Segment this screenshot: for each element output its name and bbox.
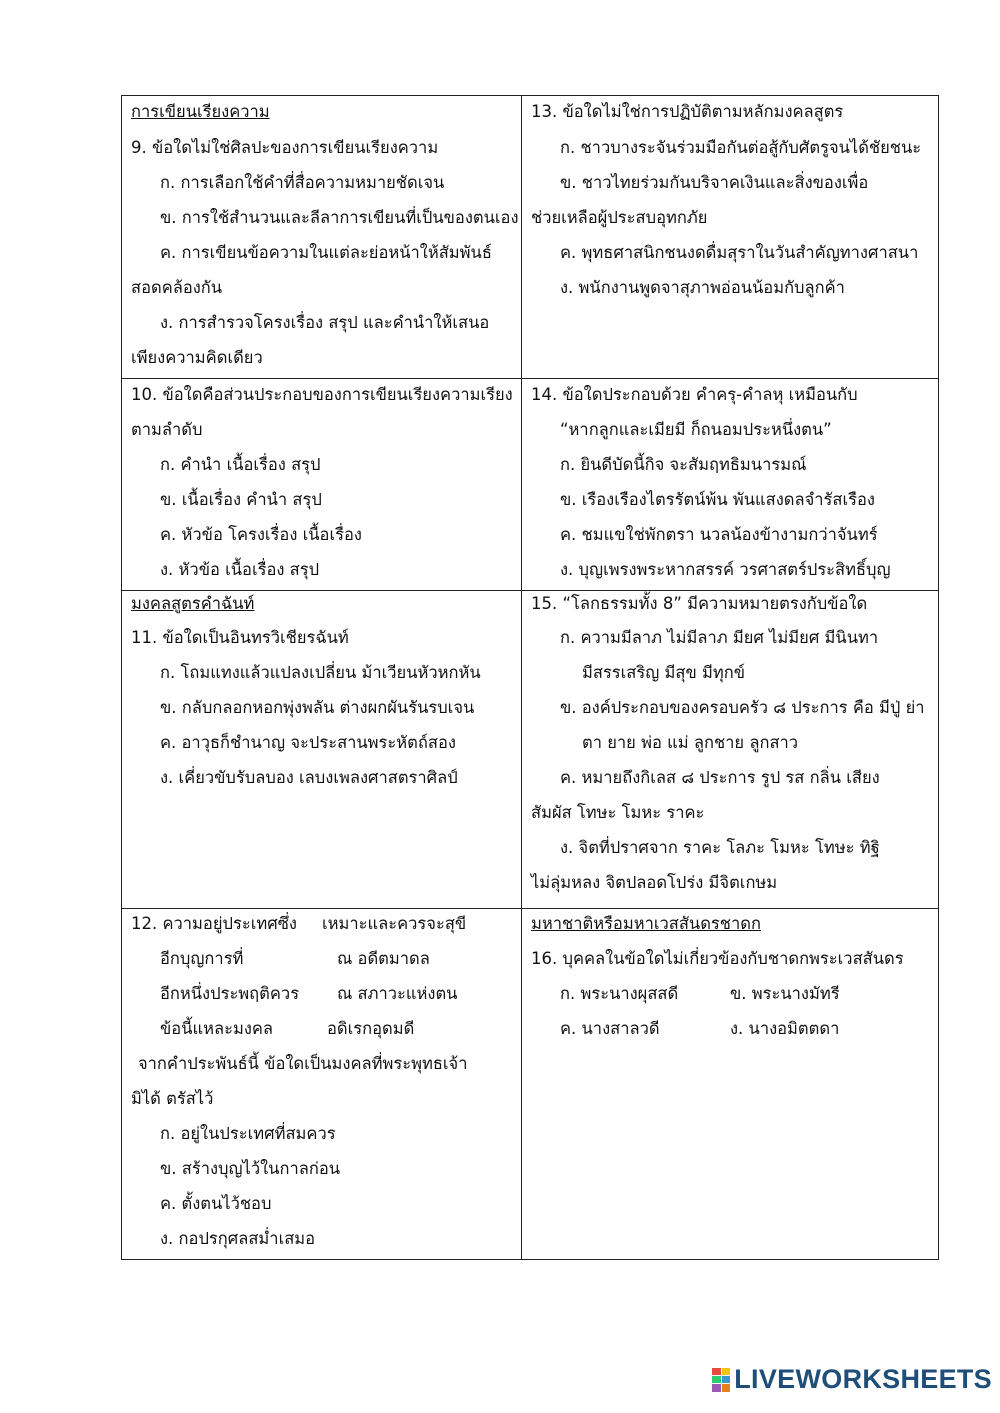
question-13-option-a[interactable]: ก. ชาวบางระจันร่วมมือกันต่อสู้กับศัตรูจนได้ชัยชนะ [560,138,922,157]
question-10-option-a[interactable]: ก. คำนำ เนื้อเรื่อง สรุป [160,455,321,474]
question-12-option-b[interactable]: ข. สร้างบุญไว้ในกาลก่อน [160,1159,341,1178]
question-13-text: 13. ข้อใดไม่ใช่การปฏิบัติตามหลักมงคลสูตร [531,102,844,121]
question-11-option-c[interactable]: ค. อาวุธก็ชำนาญ จะประสานพระหัตถ์สอง [160,733,456,752]
question-12-text: จากคำประพันธ์นี้ ข้อใดเป็นมงคลที่พระพุทธเจ้า [138,1054,468,1073]
question-12-verse-4b: อดิเรกอุดมดี [327,1019,415,1038]
question-12-text-cont: มิได้ ตรัสไว้ [131,1089,214,1108]
question-12-option-c[interactable]: ค. ตั้งตนไว้ชอบ [160,1194,272,1213]
question-15-option-b-cont[interactable]: ตา ยาย พ่อ แม่ ลูกชาย ลูกสาว [582,733,799,752]
question-12-verse-1a: 12. ความอยู่ประเทศซึ่ง [131,914,297,933]
worksheet-table [121,95,939,1260]
question-12-option-d[interactable]: ง. กอปรกุศลสม่ำเสมอ [160,1229,316,1248]
section-heading-mahachat: มหาชาติหรือมหาเวสสันดรชาดก [531,914,761,933]
question-12-verse-4a: ข้อนี้แหละมงคล [160,1019,274,1038]
question-10-option-c[interactable]: ค. หัวข้อ โครงเรื่อง เนื้อเรื่อง [160,525,362,544]
question-10-option-d[interactable]: ง. หัวข้อ เนื้อเรื่อง สรุป [160,560,320,579]
question-14-option-a[interactable]: ก. ยินดีบัดนี้กิจ จะสัมฤทธิมนารมณ์ [560,455,807,474]
question-15-text: 15. “โลกธรรมทั้ง 8” มีความหมายตรงกับข้อใด [531,594,868,613]
question-15-option-d-cont[interactable]: ไม่ลุ่มหลง จิตปลอดโปร่ง มีจิตเกษม [531,873,778,892]
question-9-option-c-cont[interactable]: สอดคล้องกัน [131,278,223,297]
question-14-text: 14. ข้อใดประกอบด้วย คำครุ-คำลหุ เหมือนกับ [531,385,858,404]
question-9-option-d-cont[interactable]: เพียงความคิดเดียว [131,348,263,367]
question-10-option-b[interactable]: ข. เนื้อเรื่อง คำนำ สรุป [160,490,322,509]
question-13-option-c[interactable]: ค. พุทธศาสนิกชนงดดื่มสุราในวันสำคัญทางศาสนา [560,243,919,262]
question-12-verse-3a: อีกหนึ่งประพฤติควร [160,984,300,1003]
question-12-verse-2b: ณ อดีตมาดล [337,949,430,968]
question-9-option-a[interactable]: ก. การเลือกใช้คำที่สื่อความหมายชัดเจน [160,173,445,192]
question-13-option-d[interactable]: ง. พนักงานพูดจาสุภาพอ่อนน้อมกับลูกค้า [560,278,845,297]
liveworksheets-brand[interactable] [712,1364,992,1395]
cell-question-9 [122,96,521,378]
cell-question-12 [122,909,521,1260]
cell-question-10 [122,379,521,590]
question-15-option-a[interactable]: ก. ความมีลาภ ไม่มีลาภ มียศ ไม่มียศ มีนินทา [560,628,879,647]
question-10-text: 10. ข้อใดคือส่วนประกอบของการเขียนเรียงความเรียง [131,385,513,404]
question-15-option-a-cont[interactable]: มีสรรเสริญ มีสุข มีทุกข์ [582,663,746,682]
question-12-verse-2a: อีกบุญการที่ [160,949,244,968]
question-16-option-d[interactable]: ง. นางอมิตตดา [730,1019,840,1038]
cell-question-13 [522,96,938,378]
cell-question-11 [122,591,521,908]
question-9-option-c[interactable]: ค. การเขียนข้อความในแต่ละย่อหน้าให้สัมพันธ์ [160,243,492,262]
question-9-option-d[interactable]: ง. การสำรวจโครงเรื่อง สรุป และคำนำให้เสนอ [160,313,490,332]
cell-question-15 [522,591,938,908]
question-15-option-c[interactable]: ค. หมายถึงกิเลส ๘ ประการ รูป รส กลิ่น เสียง [560,768,880,787]
question-13-option-b-cont[interactable]: ช่วยเหลือผู้ประสบอุทกภัย [531,208,708,227]
liveworksheets-wordmark: LIVEWORKSHEETS [734,1364,992,1394]
question-11-option-d[interactable]: ง. เคี่ยวขับรับลบอง เลบงเพลงศาสตราศิลป์ [160,768,458,787]
cell-question-14 [522,379,938,590]
question-14-option-c[interactable]: ค. ชมแขใช่พักตรา นวลน้องข้างามกว่าจันทร์ [560,525,878,544]
question-9-option-b[interactable]: ข. การใช้สำนวนและลีลาการเขียนที่เป็นของตนเอง [160,208,519,227]
section-heading-mongkhon: มงคลสูตรคำฉันท์ [131,594,255,613]
question-14-option-b[interactable]: ข. เรืองเรืองไตรรัตน์พ้น พันแสงดลจำรัสเรือง [560,490,875,509]
question-15-option-b[interactable]: ข. องค์ประกอบของครอบครัว ๘ ประการ คือ มีปู่ ย่า [560,698,925,717]
question-10-text-cont: ตามลำดับ [131,420,203,439]
question-14-quote: “หากลูกและเมียมี ก็ถนอมประหนึ่งตน” [560,420,832,439]
question-12-verse-3b: ณ สภาวะแห่งตน [337,984,458,1003]
question-12-verse-1b: เหมาะและควรจะสุขี [322,914,467,933]
question-16-option-c[interactable]: ค. นางสาลวดี [560,1019,660,1038]
liveworksheets-logo-icon [712,1368,730,1392]
question-16-option-b[interactable]: ข. พระนางมัทรี [730,984,840,1003]
question-16-option-a[interactable]: ก. พระนางผุสสดี [560,984,679,1003]
question-9-text: 9. ข้อใดไม่ใช่ศิลปะของการเขียนเรียงความ [131,138,439,157]
cell-question-16 [522,909,938,1260]
question-15-option-c-cont[interactable]: สัมผัส โทษะ โมหะ ราคะ [531,803,705,822]
question-13-option-b[interactable]: ข. ชาวไทยร่วมกันบริจาคเงินและสิ่งของเพื่อ [560,173,869,192]
section-heading-essay: การเขียนเรียงความ [131,102,270,121]
question-12-option-a[interactable]: ก. อยู่ในประเทศที่สมควร [160,1124,336,1143]
question-14-option-d[interactable]: ง. บุญเพรงพระหากสรรค์ วรศาสตร์ประสิทธิ์บุญ [560,560,891,579]
question-15-option-d[interactable]: ง. จิตที่ปราศจาก ราคะ โลภะ โมหะ โทษะ ทิฐิ [560,838,880,857]
question-11-text: 11. ข้อใดเป็นอินทรวิเชียรฉันท์ [131,628,349,647]
question-11-option-a[interactable]: ก. โถมแทงแล้วแปลงเปลี่ยน ม้าเวียนหัวหกหัน [160,663,481,682]
question-16-text: 16. บุคคลในข้อใดไม่เกี่ยวข้องกับชาดกพระเวสสันดร [531,949,904,968]
question-11-option-b[interactable]: ข. กลับกลอกหอกพุ่งพลัน ต่างผกผันรันรบเจน [160,698,475,717]
